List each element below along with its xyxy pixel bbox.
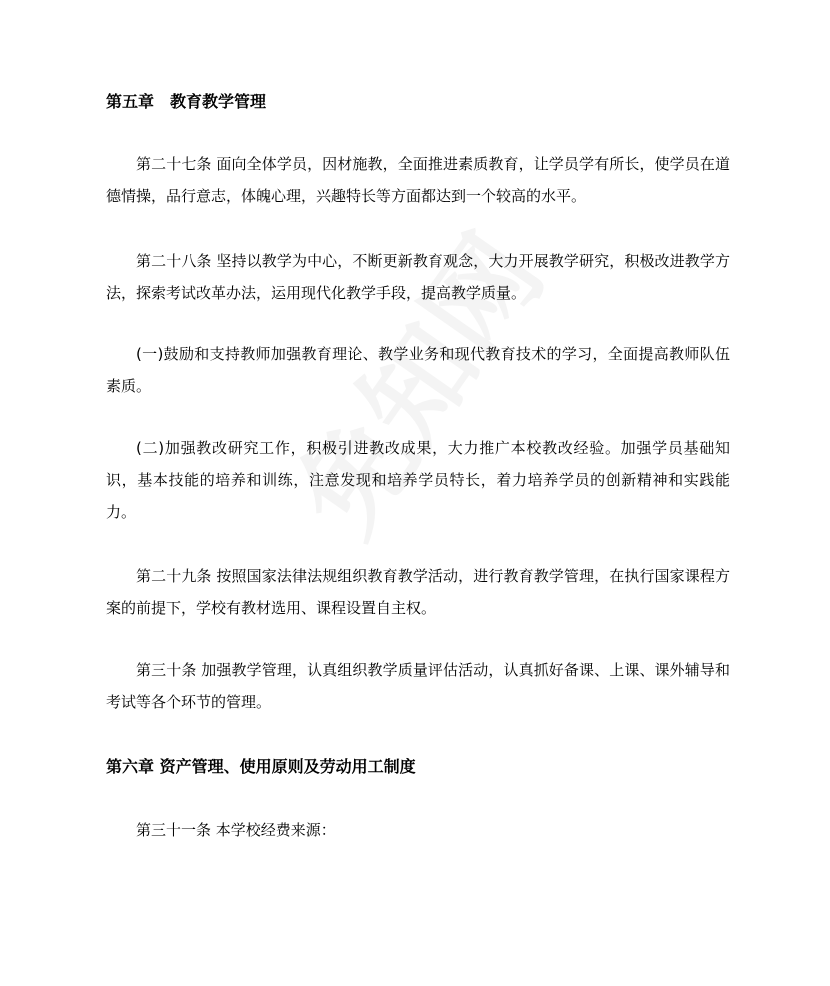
article-27-paragraph: 第二十七条 面向全体学员，因材施教，全面推进素质教育，让学员学有所长，使学员在道德情操，品行意志，体魄心理，兴趣特长等方面都达到一个较高的水平。	[106, 155, 730, 205]
chapter-5-heading: 第五章 教育教学管理	[106, 92, 267, 111]
clause-2-paragraph: (二)加强教改研究工作，积极引进教改成果，大力推广本校教改经验。加强学员基础知识，基本技能的培养和训练，注意发现和培养学员特长，着力培养学员的创新精神和实践能力。	[106, 439, 730, 521]
article-31-paragraph: 第三十一条 本学校经费来源：	[136, 821, 336, 839]
chapter-6-heading: 第六章 资产管理、使用原则及劳动用工制度	[106, 757, 416, 776]
clause-1-paragraph: (一)鼓励和支持教师加强教育理论、教学业务和现代教育技术的学习，全面提高教师队伍素质。	[106, 345, 730, 395]
article-30-paragraph: 第三十条 加强教学管理，认真组织教学质量评估活动，认真抓好备课、上课、课外辅导和考试等各个环节的管理。	[106, 661, 730, 711]
article-29-paragraph: 第二十九条 按照国家法律法规组织教育教学活动，进行教育教学管理，在执行国家课程方案的前提下，学校有教材选用、课程设置自主权。	[106, 567, 730, 617]
article-28-paragraph: 第二十八条 坚持以教学为中心，不断更新教育观念，大力开展教学研究，积极改进教学方法，探索考试改革办法，运用现代化教学手段，提高教学质量。	[106, 252, 730, 302]
